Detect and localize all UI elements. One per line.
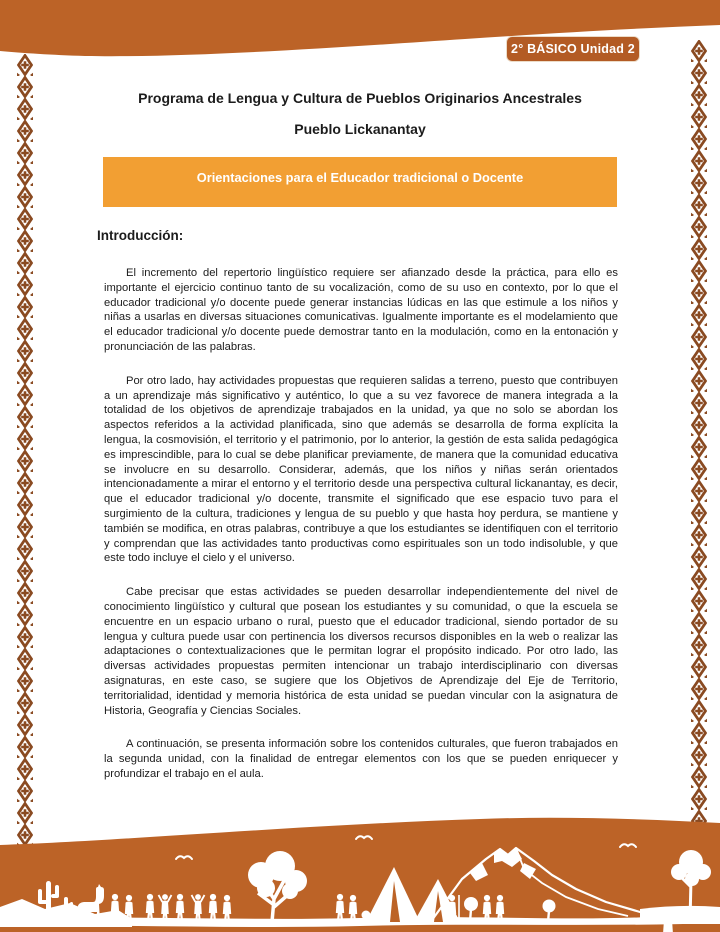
paragraph-2: Por otro lado, hay actividades propuestas que requieren salidas a terreno, puesto que contribuyen a un aprendizaje más significativo y auténtico, lo que a su vez favorece de manera integrada a la totalidad de los objetivos de aprendizaje trabajados en la unidad, ya que no solo se abordan los aspectos referidos a la actividad planificada, sino que además se desarrolla de forma explícita la lengua, la cosmovisión, el territorio y el patrimonio, por lo anterior, la gestión de esta salida pedagógica es imprescindible, para lo cual se debe planificar previamente, de manera que la comunidad educativa se involucre en su desarrollo. Considerar, además, que los niños y niñas serán orientados intencionadamente a mirar el entorno y el territorio desde una perspectiva cultural lickanantay, es decir, que el educador tradicional y/o docente, transmite el significado que ese espacio tuvo para el surgimiento de la cultura, tradiciones y lengua de su pueblo y que hasta hoy perdura, se mantiene y también se modifica, en otras palabras, contribuye a que los estudiantes se identifiquen con el territorio y comprendan que las actividades tanto productivas como espirituales son un todo indisoluble, y que este todo incluye el cielo y el universo. <box>104 374 618 565</box>
unit-badge-label: 2° BÁSICO Unidad 2 <box>511 42 635 56</box>
andean-pattern-border-left <box>17 54 33 852</box>
section-banner-label: Orientaciones para el Educador tradicional o Docente <box>196 169 524 185</box>
body-text <box>104 266 618 801</box>
unit-badge <box>506 36 640 62</box>
section-banner <box>103 157 617 207</box>
bottom-landscape-illustration <box>0 817 720 932</box>
document-titles <box>0 90 720 137</box>
program-title: Programa de Lengua y Cultura de Pueblos Originarios Ancestrales <box>138 90 582 106</box>
intro-heading: Introducción: <box>97 228 184 243</box>
andean-pattern-border-right <box>691 40 707 852</box>
pueblo-subtitle: Pueblo Lickanantay <box>294 121 426 137</box>
paragraph-3: Cabe precisar que estas actividades se pueden desarrollar independientemente del nivel de conocimiento lingüístico y cultural que posean los estudiantes y su comunidad, o que la escuela se encuentre en un espacio urbano o rural, puesto que el educador tradicional, siendo portador de su lengua y cultura puede usar con pertinencia los diversos recursos disponibles en la web o realizar las adaptaciones o contextualizaciones que le permitan lograr el propósito indicado. Por otro lado, las diversas actividades propuestas permiten intencionar un trabajo interdisciplinario con diversas asignaturas, en este caso, se sugiere que los Objetivos de Aprendizaje del Eje de Territorio, territorialidad, identidad y memoria histórica de esta unidad se puedan vincular con la asignatura de Historia, Geografía y Ciencias Sociales. <box>104 586 618 717</box>
paragraph-4: A continuación, se presenta información sobre los contenidos culturales, que fueron trabajados en la segunda unidad, con la finalidad de entregar elementos con los que se pueden enriquecer y profundizar el trabajo en el aula. <box>104 738 618 780</box>
paragraph-1: El incremento del repertorio lingüístico requiere ser afianzado desde la práctica, para ello es importante el ejercicio continuo tanto de su vocalización, como de su uso en contexto, por lo que el educador tradicional y/o docente puede generar instancias lúdicas en las que estimule a los niños y niñas a usarlas en diversas situaciones comunicativas. Igualmente importante es el modelamiento que el educador tradicional y/o docente puede demostrar tanto en la modulación, como en la entonación y pronunciación de las palabras. <box>104 267 618 353</box>
person-icon <box>663 912 673 932</box>
right-ground <box>640 906 720 924</box>
